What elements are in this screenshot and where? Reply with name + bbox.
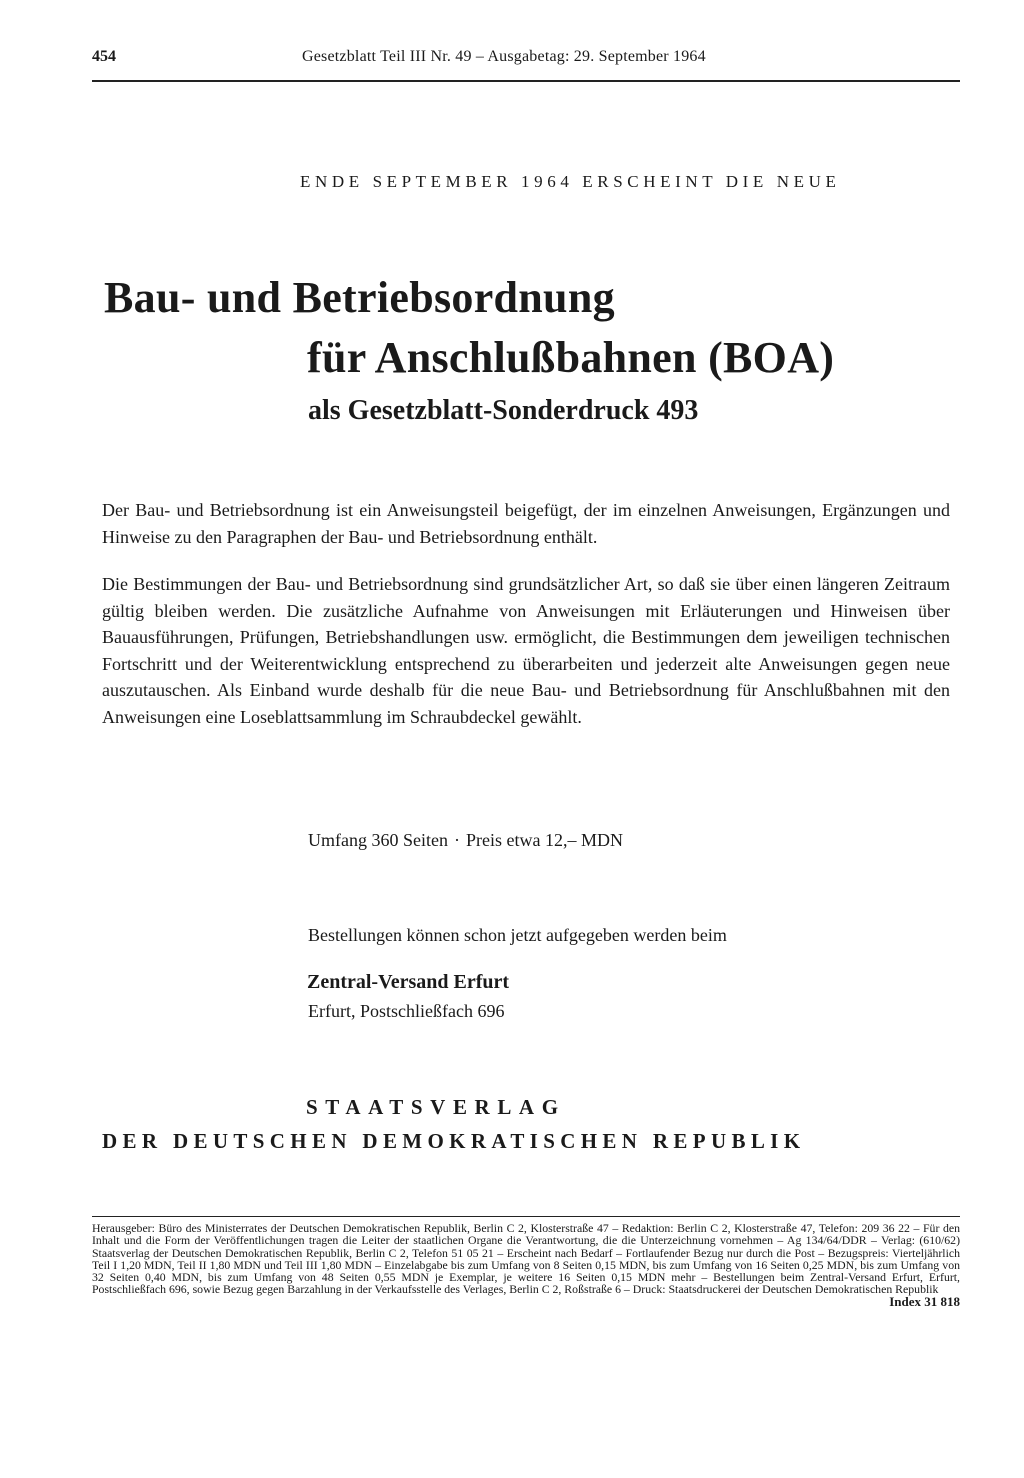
header-rule [92,80,960,82]
publisher-line-1: STAATSVERLAG [306,1095,566,1119]
extent-and-price [308,830,623,851]
running-head: Gesetzblatt Teil III Nr. 49 – Ausgabetag: 29. September 1964 [302,48,706,65]
imprint [92,1222,960,1308]
separator-dot: · [453,830,460,850]
distributor-name: Zentral-Versand Erfurt [307,971,510,993]
title-line-1: Bau- und Betriebsordnung [104,273,615,322]
price: Preis etwa 12,– MDN [465,830,623,850]
body-paragraph-2: Die Bestimmungen der Bau- und Betriebsordnung sind grundsätzlicher Art, so daß sie über einen längeren Zeitraum gültig bleiben werden. Die zusätzliche Aufnahme von Anweisungen mit Erläuterungen und Hinweisen über Bauausführungen, Prüfungen, Betriebshandlungen usw. ermöglicht, die Bestimmungen dem jeweiligen technischen Fortschritt und der Weiterentwicklung entsprechend zu überarbeiten und jederzeit alte Anweisungen gegen neue auszutauschen. Als Einband wurde deshalb für die neue Bau- und Betriebsordnung für Anschlußbahnen mit den Anweisungen eine Loseblattsammlung im Schraubdeckel gewählt. [102,574,950,727]
imprint-text: Herausgeber: Büro des Ministerrates der Deutschen Demokratischen Republik, Berlin C 2, Klosterstraße 47 – Redaktion: Berlin C 2, Klosterstraße 47, Telefon: 209 36 22 – Für den Inhalt und die Form der Veröffentlichungen tragen die Leiter der staatlichen Organe die Verantwortung, die die Unterzeichnung vornehmen – Ag 134/64/DDR – Verlag: (610/62) Staatsverlag der Deutschen Demokratischen Republik, Berlin C 2, Telefon 51 05 21 – Erscheint nach Bedarf – Fortlaufender Bezug nur durch die Post – Bezugspreis: Vierteljährlich Teil I 1,20 MDN, Teil II 1,80 MDN und Teil III 1,80 MDN – Einzelabgabe bis zum Umfang von 8 Seiten 0,15 MDN, bis zum Umfang von 16 Seiten 0,25 MDN, bis zum Umfang von 32 Seiten 0,40 MDN, bis zum Umfang von 48 Seiten 0,55 MDN je Exemplar, je weitere 16 Seiten 0,15 MDN mehr – Bestellungen beim Zentral-Versand Erfurt, Erfurt, Postschließfach 696, sowie Bezug gegen Barzahlung in der Verkaufsstelle des Verlages, Berlin C 2, Roßstraße 6 – Druck: Staatsdruckerei der Deutschen Demokratischen Republik [92,1221,960,1297]
order-note: Bestellungen können schon jetzt aufgegeben werden beim [308,925,727,945]
page-count: Umfang 360 Seiten [308,830,448,850]
index-code: Index 31 818 [889,1293,960,1309]
distributor-address: Erfurt, Postschließfach 696 [308,1001,505,1021]
publisher-line-2: DER DEUTSCHEN DEMOKRATISCHEN REPUBLIK [102,1129,806,1153]
page-number: 454 [92,48,116,65]
body-paragraph-1: Der Bau- und Betriebsordnung ist ein Anweisungsteil beigefügt, der im einzelnen Anweisungen, Ergänzungen und Hinweise zu den Paragraphen der Bau- und Betriebsordnung enthält. [102,500,950,547]
subtitle: als Gesetzblatt-Sonderdruck 493 [308,395,699,426]
page-header [92,48,958,72]
announcement-line: ENDE SEPTEMBER 1964 ERSCHEINT DIE NEUE [300,172,841,191]
title-line-2: für Anschlußbahnen (BOA) [307,333,835,382]
index-line [92,1293,960,1309]
footer-rule [92,1216,960,1217]
